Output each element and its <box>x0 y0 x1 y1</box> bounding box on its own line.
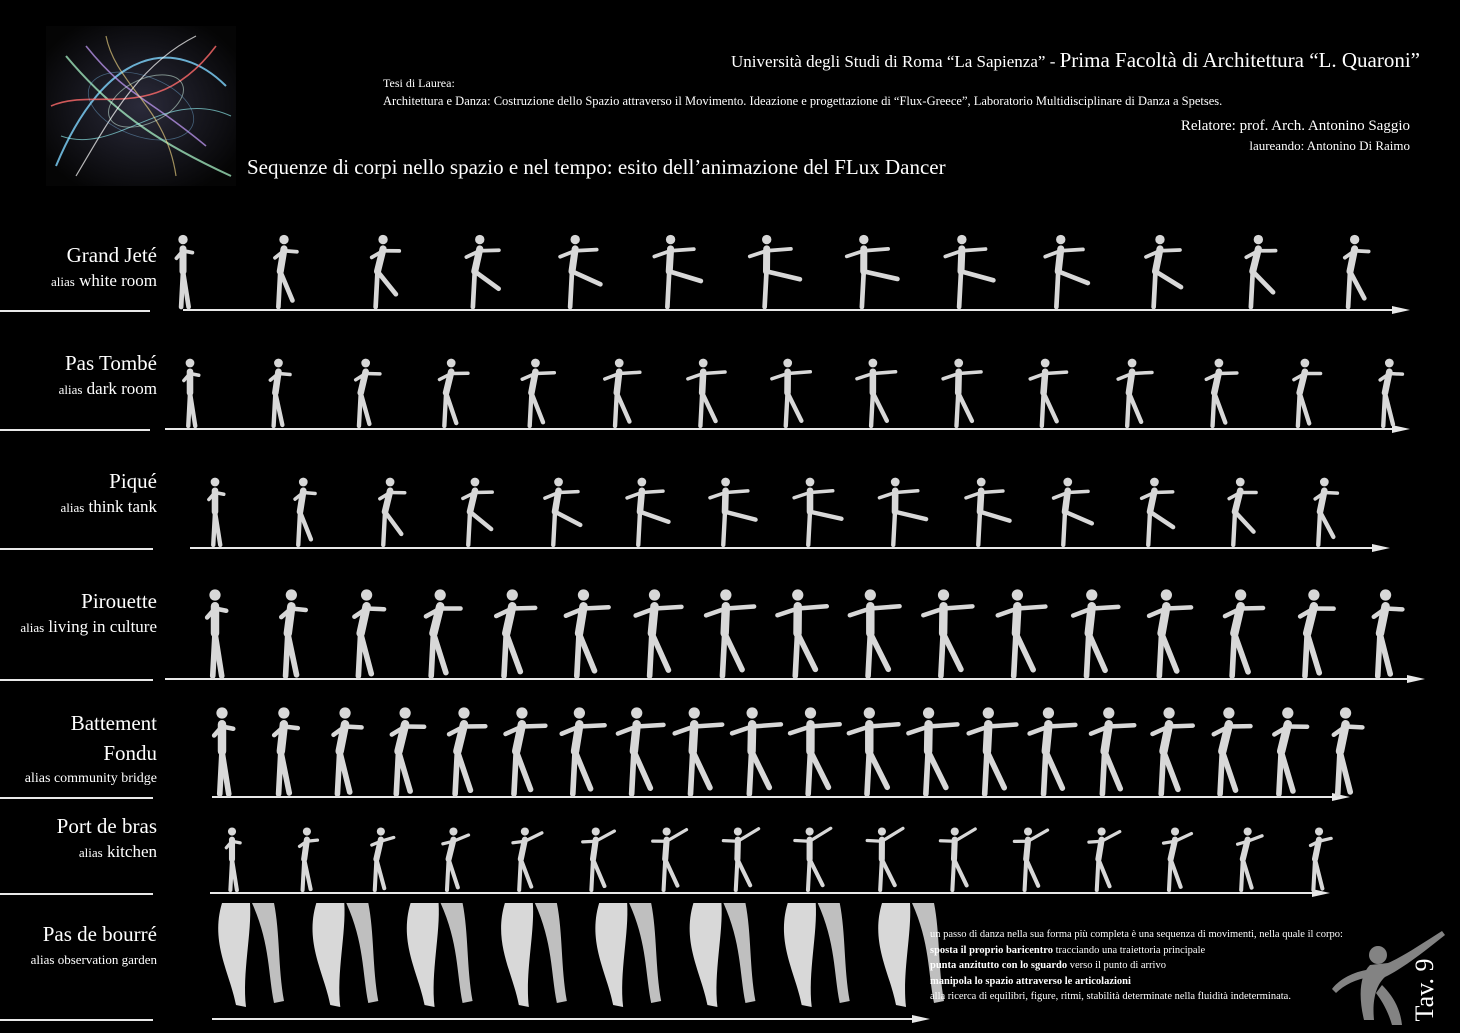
dancer-figure <box>1054 478 1092 545</box>
row-alias: alias observation garden <box>30 952 157 967</box>
dancer-figure <box>1334 707 1363 794</box>
dancer-figure <box>1315 478 1337 545</box>
dancer-figure <box>207 589 226 676</box>
dancer-figure <box>969 707 1017 794</box>
dancer-figure <box>653 827 687 890</box>
dancer-figure <box>1030 707 1076 794</box>
row-name-line2: Fondu <box>103 741 157 765</box>
row-alias: alias community bridge <box>24 771 157 786</box>
row-name: Piqué <box>109 469 157 493</box>
sequence-row-4 <box>212 707 1362 801</box>
dancer-figure <box>605 359 640 426</box>
timeline-arrow <box>912 1015 930 1023</box>
dancer-figure <box>513 827 542 890</box>
sequence-row-1 <box>165 359 1410 433</box>
dancer-figure <box>372 235 400 307</box>
dancer-figure <box>560 235 600 307</box>
dancer-figure <box>850 589 900 676</box>
dancer-figure <box>945 235 993 307</box>
dancer-figure <box>226 827 240 890</box>
timeline-arrow <box>1392 425 1410 433</box>
faculty-name: Prima Facoltà di Architettura “L. Quaroni” <box>1059 48 1420 72</box>
dancer-figure <box>407 903 473 1007</box>
dancer-figure <box>1214 707 1251 794</box>
dancer-figure <box>209 478 224 545</box>
dancer-figure <box>466 235 498 307</box>
dancer-figure <box>1238 827 1262 890</box>
dancer-figure <box>562 707 605 794</box>
dancer-figure <box>1225 589 1263 676</box>
row-name: Port de bras <box>56 814 157 838</box>
dancer-figure <box>923 589 972 676</box>
thesis-title: Architettura e Danza: Costruzione dello Spazio attraverso il Movimento. Ideazione e progettazione di “Flux-Greece”, Laboratorio Multidisciplinare di Danza a Spetses. <box>383 94 1223 108</box>
dancer-figure <box>218 903 284 1007</box>
dancer-figure <box>545 478 580 545</box>
dancer-figure <box>1164 827 1192 890</box>
dancer-figure <box>1142 478 1174 545</box>
dancer-figure <box>794 478 841 545</box>
dancer-figure <box>706 589 754 676</box>
dancer-figure <box>1206 359 1237 426</box>
dancer-figure <box>879 478 926 545</box>
dancer-figure <box>270 359 290 426</box>
description-note <box>930 927 1343 1005</box>
thesis-label: Tesi di Laurea: <box>383 76 455 90</box>
dancer-figure <box>356 359 380 426</box>
dancer-figure <box>595 903 661 1007</box>
dancer-figure <box>688 359 725 426</box>
dancer-figure <box>966 478 1010 545</box>
dancer-figure <box>275 235 297 307</box>
page-subtitle: Sequenze di corpi nello spazio e nel tempo: esito dell’animazione del FLux Dancer <box>247 155 946 179</box>
dancer-figure <box>732 707 781 794</box>
dancer-figure <box>710 478 756 545</box>
dancer-figure <box>566 589 609 676</box>
dancer-figure <box>522 359 554 426</box>
dancer-figure <box>463 478 492 545</box>
laureando: laureando: Antonino Di Raimo <box>1249 138 1410 153</box>
row-name: Grand Jeté <box>66 243 157 267</box>
row-name: Pas de bourré <box>42 922 157 946</box>
dancer-figure <box>1300 589 1334 676</box>
row-alias: alias dark room <box>58 379 157 398</box>
dancer-figure <box>1118 359 1152 426</box>
dancer-figure <box>940 827 975 890</box>
note-line: manipola lo spazio attraverso le articolazioni <box>930 975 1131 987</box>
dancer-figure <box>300 827 318 890</box>
dancer-figure <box>583 827 615 890</box>
dancer-figure <box>943 359 981 426</box>
dancer-figure <box>1146 235 1181 307</box>
dancer-figure <box>1374 589 1403 676</box>
dancer-figure <box>847 235 898 307</box>
dancer-figure <box>1045 235 1088 307</box>
row-name: Pas Tombé <box>64 351 157 375</box>
dancer-figure <box>392 707 424 794</box>
row-name: Pirouette <box>81 589 157 613</box>
note-line: punta anzitutto con lo sguardo verso il punto di arrivo <box>930 960 1166 971</box>
row-alias: alias white room <box>51 271 157 290</box>
dancer-figure <box>1153 707 1193 794</box>
dancer-figure <box>333 707 361 794</box>
dancer-figure <box>1030 359 1066 426</box>
dancer-figure <box>784 903 850 1007</box>
note-line: alla ricerca di equilibri, figure, ritmi, stabilità determinate nella fluidità indeterminata. <box>930 991 1291 1002</box>
row-alias: alias think tank <box>60 497 157 516</box>
dancer-figure <box>506 707 546 794</box>
dancer-figure <box>1274 707 1307 794</box>
timeline-arrow <box>1392 306 1410 314</box>
dancer-figure <box>1229 478 1256 545</box>
dancer-figure <box>675 707 723 794</box>
dancer-figure <box>772 359 810 426</box>
dancer-figure <box>1311 827 1332 890</box>
dancer-figure <box>439 359 467 426</box>
dancer-figure <box>857 359 896 426</box>
relatore: Relatore: prof. Arch. Antonino Saggio <box>1180 118 1410 134</box>
dancer-figure <box>1294 359 1321 426</box>
timeline-arrow <box>1332 793 1350 801</box>
dancer-figure <box>908 707 957 794</box>
dancer-figure <box>274 707 298 794</box>
dancer-figure <box>214 707 233 794</box>
note-line: un passo di danza nella sua forma più completa è una sequenza di movimenti, nella quale il corpo: <box>930 929 1343 940</box>
university-name: Università degli Studi di Roma “La Sapienza” - <box>731 52 1060 71</box>
dancer-figure <box>449 707 485 794</box>
dancer-figure <box>750 235 800 307</box>
dancer-figure <box>184 359 199 426</box>
dancer-figure <box>690 903 756 1007</box>
dancer-figure <box>618 707 664 794</box>
dancer-figure <box>426 589 461 676</box>
sequence-row-6 <box>212 903 944 1023</box>
note-line: sposta il proprio baricentro tracciando una traiettoria principale <box>930 944 1206 956</box>
row-alias: alias kitchen <box>78 842 157 861</box>
dancer-figure <box>1091 707 1134 794</box>
dancer-figure <box>1149 589 1191 676</box>
sequence-row-2 <box>190 478 1390 552</box>
row-name: Battement <box>70 711 157 735</box>
dancer-figure <box>295 478 315 545</box>
dancer-figure <box>627 478 668 545</box>
dancer-figure <box>998 589 1046 676</box>
sequence-row-0 <box>176 235 1410 314</box>
dancer-figure <box>1089 827 1120 890</box>
row-alias: alias living in culture <box>20 617 157 636</box>
sequence-row-3 <box>165 589 1425 683</box>
dancer-figure <box>1246 235 1275 307</box>
dancer-figure <box>1380 359 1402 426</box>
dancer-figure <box>1345 235 1369 307</box>
dancer-figure <box>313 903 379 1007</box>
dancer-figure <box>654 235 701 307</box>
dancer-figure <box>380 478 405 545</box>
dancer-figure <box>501 903 567 1007</box>
dancer-figure <box>636 589 682 676</box>
dancer-figure <box>867 827 903 890</box>
dancer-figure <box>354 589 384 676</box>
tav-label: Tav. 9 <box>1410 958 1439 1022</box>
dancer-figure <box>790 707 840 794</box>
dancer-figure <box>176 235 192 307</box>
dancer-figure <box>777 589 826 676</box>
dancer-figure <box>372 827 394 890</box>
timeline-arrow <box>1372 544 1390 552</box>
dancer-figure <box>723 827 758 890</box>
dancer-figure <box>496 589 535 676</box>
dancer-figure <box>849 707 899 794</box>
dancer-figure <box>281 589 306 676</box>
timeline-arrow <box>1407 675 1425 683</box>
sequence-row-5 <box>210 827 1331 897</box>
dancer-figure <box>1014 827 1047 890</box>
dancer-figure <box>1073 589 1118 676</box>
dancer-figure <box>443 827 469 890</box>
dancer-figure <box>795 827 831 890</box>
